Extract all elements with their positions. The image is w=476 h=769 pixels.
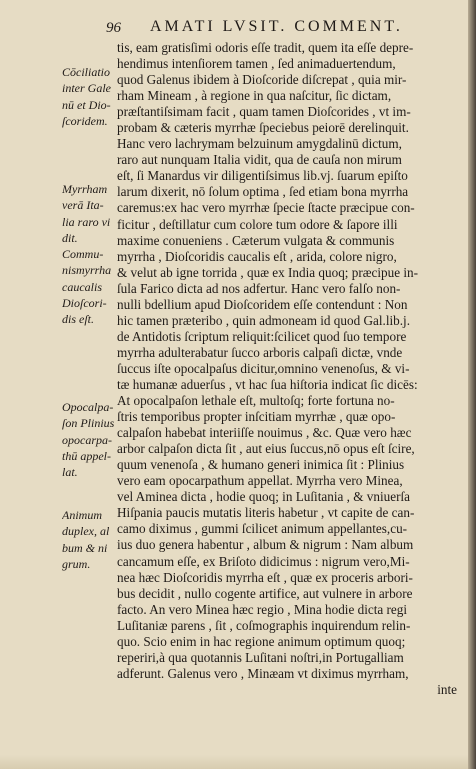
note-line: caucalis [62,279,102,294]
marginal-note [62,64,118,129]
text-line: bus decidit , nullo cogente artifice, aut vulnere in arbore [117,585,413,601]
note-line: Opocalpa- [62,400,114,414]
text-line: ficitur , deſtillatur cum colore tum odore & ſapore illi [117,216,398,232]
note-line: lat. [62,465,78,480]
text-line: hendimus intenſiorem tamen , ſed animaduertendum, [117,56,396,72]
text-line: camo diximus , gummi ſcilicet animum appellantes,cu- [117,521,408,537]
text-line: tis, eam gratisſimi odoris eſſe tradit, quem ita eſſe depre- [117,40,414,55]
note-line: ſon Plinius [62,416,115,431]
marginal-note [62,246,118,327]
note-line: Commu- [62,247,104,261]
note-line: nismyrrha [62,263,112,278]
note-line: bum & ni [62,540,108,555]
text-line: At opocalpaſon lethale eſt, multoſq; forte fortuna no- [117,393,395,409]
text-line: Luſitaniæ parens , ſit , coſmographis inquirendum relin- [117,617,411,633]
text-line: vero eam opocarpathum appellat. Myrrha vero Minea, [117,473,403,489]
text-line: quo. Scio enim in hac regione animum optimum quoq; [117,633,406,649]
text-line: Hiſpania paucis mutatis literis habetur , vt capite de can- [117,505,415,521]
text-line: tæ humanæ aduerſus , vt hac ſua hiſtoria indicat ſic dicēs: [117,376,418,392]
text-line: vel Aminea dicta , hodie quoq; in Luſitania , & vniuerſa [117,489,410,505]
page-edge-shadow [468,0,476,769]
text-line: caremus:ex hac vero myrrhæ ſpecie ſtacte præcipue con- [117,200,415,216]
text-line: & velut ab igne torrida , quæ ex India quoq; præcipue in- [117,264,419,280]
marginal-note [62,181,118,246]
text-line: calpaſon habebat interiiſſe nouimus , &c. Quæ vero hæc [117,425,412,441]
text-line: quum venenoſa , & humano generi inimica ſit : Plinius [117,457,405,473]
note-line: verā Ita- [62,198,104,213]
note-line: opocarpa- [62,432,112,447]
text-line: raro aut nunquam Italia vidit, qua de cauſa non mirum [117,152,402,168]
text-line: reperiri,à qua quotannis Luſitani noſtri,in Portugalliam [117,649,404,665]
note-line: grum. [62,556,91,571]
text-line: arbor calpaſon dicta ſit , aut eius ſuccus,nō opus eſt ſcire, [117,441,415,457]
text-line: adferunt. Galenus vero , Minæam vt diximus myrrham, [117,665,409,681]
text-line: ſula Farico dicta ad nos adfertur. Hanc vero falſo non- [117,280,401,296]
note-line: dis eſt. [62,312,94,327]
note-line: inter Gale [62,81,111,96]
body-text [117,40,457,698]
text-line: larum dixerit, nō ſolum optima , ſed etiam bona myrrha [117,184,409,200]
marginal-note [62,399,118,480]
text-line: præſtantiſsimam facit , quam tamen Dioſcorides , vt im- [117,104,411,120]
note-line: dit. [62,230,78,245]
text-line: ſtris temporibus propter inſcitiam myrrhæ , quæ opo- [117,409,396,425]
text-line: cancamum eſſe, ex Briſoto didicimus : nigrum vero,Mi- [117,553,410,569]
text-line: nulli bdellium apud Dioſcoridem eſſe contendunt : Non [117,296,408,312]
catchword: inte [437,681,457,697]
text-line: rham Mineam , à regione in qua naſcitur, ſic dictam, [117,88,392,104]
note-line: ſcoridem. [62,113,108,128]
text-line: myrrha , Dioſcoridis caucalis eſt , arida, colore nigro, [117,248,397,264]
page-header [0,18,470,38]
text-line: quod Galenus ibidem à Dioſcoride diſcrepat , quia mir- [117,72,407,88]
page-bottom-edge [0,755,470,769]
text-line: maxime conueniens . Cæterum vulgata & communis [117,232,395,248]
text-line: de Antidotis ſcriptum reliquit:ſcilicet quod ſuo tempore [117,328,407,344]
note-line: Cōciliatio [62,65,110,79]
note-line: Dioſcori- [62,295,107,310]
note-line: Animum [62,508,102,522]
marginal-note [62,507,118,572]
note-line: nū et Dio- [62,97,111,112]
text-line: ius duo genera habentur , album & nigrum : Nam album [117,537,414,553]
note-line: lia raro vi [62,214,111,229]
text-line: eſt, ſi Manardus vir diligentiſsimus lib.vj. ſuarum epiſto [117,168,408,184]
text-line: probam & cæteris myrrhæ ſpeciebus peiorē derelinquit. [117,120,409,136]
note-line: thū appel- [62,448,111,463]
text-line: facto. An vero Minea hæc regio , Mina hodie dicta regi [117,601,408,617]
text-line: myrrha adulterabatur ſucco arboris calpaſi dictæ, vnde [117,344,403,360]
note-line: Myrrham [62,182,108,196]
text-line: Hanc vero lachrymam belzuinum amygdalinū dictum, [117,136,402,152]
page-number: 96 [106,20,121,36]
note-line: duplex, al [62,524,110,539]
text-line: hic tamen præteribo , quin admoneam id quod Gal.lib.j. [117,312,410,328]
text-line: nea hæc Dioſcoridis myrrha eſt , quæ ex proceris arbori- [117,569,413,585]
text-line: ſuccus iſte opocalpaſus dicitur,omnino venenoſus, & vi- [117,360,410,376]
running-head: AMATI LVSIT. COMMENT. [150,18,403,35]
